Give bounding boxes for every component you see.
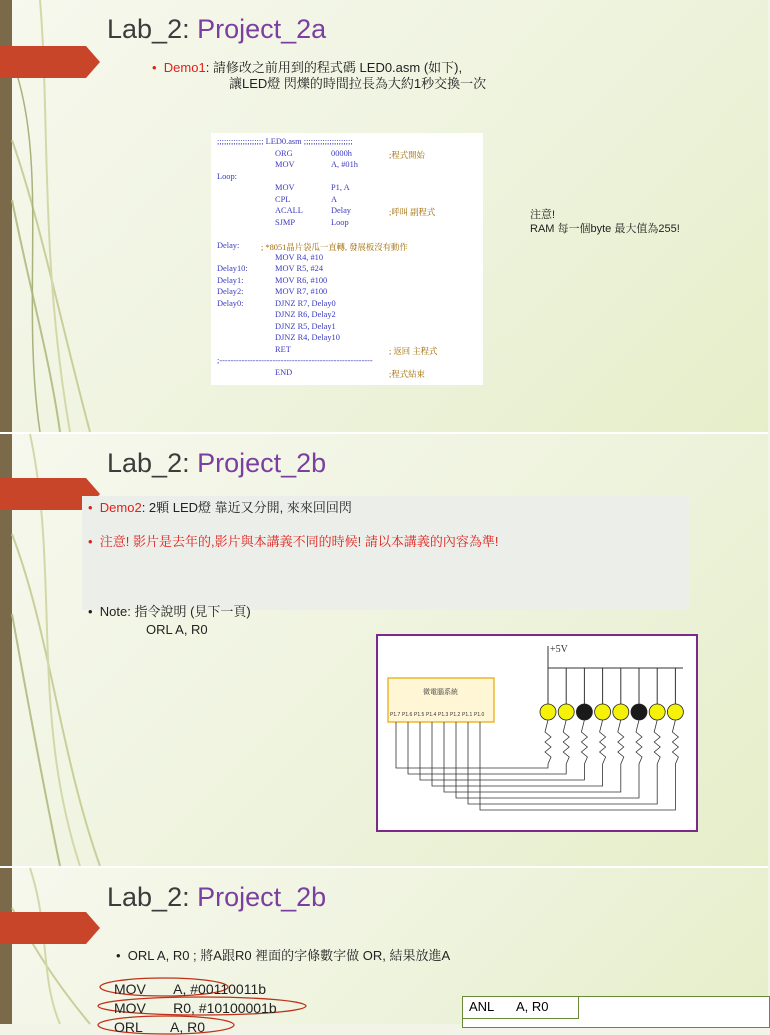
title-prefix: Lab_2: [107,14,190,44]
led [558,704,574,720]
led [631,704,647,720]
title-prefix: Lab_2: [107,882,190,912]
pin-wire [420,722,584,780]
demo1-label: Demo1 [163,60,206,75]
code-label: Delay1: [217,276,244,285]
resistor [636,720,642,764]
code-line: DJNZ R5, Delay1 [275,322,336,331]
demo2-bullet: • Demo2: 2顆 LED燈 靠近又分開, 來來回回閃 [88,500,352,515]
code-line: Delay [331,206,351,215]
pin-wire [456,722,639,798]
code-line: ;;;;;;;;;;;;;;;;;;;; LED0.asm ;;;;;;;;;;;;;;;;;;;;; [217,137,353,146]
code-line: ORG [275,149,293,158]
led [667,704,683,720]
mcu-label: 微電腦系統 [423,689,458,696]
pin-label: P1.0 [474,712,485,718]
code-listing-image [211,133,483,385]
note-line2: ORL A, R0 [146,622,208,637]
ram-note [530,208,680,236]
resistor [600,720,606,764]
orl-bullet: • ORL A, R0 ; 將A跟R0 裡面的字條數字做 OR, 結果放進A [116,948,451,963]
note-bullet: • Note: 指令說明 (見下一頁) [88,604,251,619]
code-line: DJNZ R4, Delay10 [275,333,340,342]
pin-wire [432,722,603,786]
warning-bullet: • 注意! 影片是去年的,影片與本講義不同的時候! 請以本講義的內容為準! [88,534,499,549]
code-comment: ;程式結束 [389,370,425,379]
code-line: MOV [275,183,295,192]
slide-1 [0,0,768,432]
pin-wire [396,722,548,768]
orl-text: ORL A, R0 ; 將A跟R0 裡面的字條數字做 OR, 結果放進A [127,948,451,963]
code-label: Delay0: [217,299,244,308]
asm-line-3: ORL A, R0 [114,1019,206,1035]
slide-title [107,14,326,45]
code-comment: ; 返回 主程式 [389,347,438,356]
code-line: A, #01h [331,160,358,169]
code-line: Loop [331,218,349,227]
code-line: MOV R6, #100 [275,276,328,285]
pin-label: P1.4 [426,712,437,718]
led [540,704,556,720]
slide-title [107,448,326,479]
demo1-bullet: • Demo1: 請修改之前用到的程式碼 LED0.asm (如下), [152,60,463,75]
slide-3 [0,868,768,1035]
pin-label: P1.5 [414,712,425,718]
pin-label: P1.2 [450,712,461,718]
asm-line-1: MOV A, #00110011b [114,981,267,997]
code-line: DJNZ R6, Delay2 [275,310,336,319]
led [613,704,629,720]
code-label: Delay10: [217,264,248,273]
vcc-label: +5V [550,644,568,655]
title-project: Project_2a [197,14,327,44]
code-comment: ;程式開始 [389,151,425,160]
code-comment: ; *8051晶片袋瓜一直轉, 發展板沒有動作 [261,243,408,252]
code-comment: ;呼叫 副程式 [389,208,436,217]
pin-label: P1.6 [402,712,413,718]
slide-2 [0,434,768,866]
warning-text: 注意! 影片是去年的,影片與本講義不同的時候! 請以本講義的內容為準! [99,534,499,549]
circuit-drawing [378,636,696,830]
accent-arrow [0,912,100,944]
title-project: Project_2b [197,448,327,478]
note-line1: Note: 指令說明 (見下一頁) [99,604,251,619]
title-project: Project_2b [197,882,327,912]
code-label: Loop: [217,172,238,181]
note-line1: 注意! [530,209,556,221]
code-line: DJNZ R7, Delay0 [275,299,336,308]
code-label: Delay: [217,241,240,250]
resistor [618,720,624,764]
led [576,704,592,720]
pin-wire [480,722,675,810]
code-line: MOV R5, #24 [275,264,324,273]
demo1-line1: : 請修改之前用到的程式碼 LED0.asm (如下), [205,60,463,75]
code-line: ACALL [275,206,303,215]
demo2-label: Demo2 [99,500,142,515]
code-line: 0000h [331,149,352,158]
anl-table [462,996,770,1028]
demo1-line2: 讓LED燈 閃爍的時間拉長為大約1秒交換一次 [229,76,487,91]
code-line: MOV [275,160,295,169]
title-prefix: Lab_2: [107,448,190,478]
demo2-text: : 2顆 LED燈 靠近又分開, 來來回回閃 [141,500,352,515]
resistor [672,720,678,764]
resistor [654,720,660,764]
code-line: MOV R4, #10 [275,253,324,262]
accent-arrow [0,46,100,78]
code-line: MOV R7, #100 [275,287,328,296]
note-line2: RAM 每一個byte 最大值為255! [530,223,680,235]
asm-line-2: MOV R0, #10100001b [114,1000,277,1016]
pin-wire [444,722,621,792]
pin-label: P1.3 [438,712,449,718]
code-label: Delay2: [217,287,244,296]
code-line: P1, A [331,183,350,192]
code-line: SJMP [275,218,296,227]
resistor [581,720,587,764]
anl-header: ANL A, R0 [463,997,579,1019]
slide-title [107,882,326,913]
led [595,704,611,720]
resistor [545,720,551,764]
pin-label: P1.1 [462,712,473,718]
led [649,704,665,720]
pin-label: P1.7 [390,712,401,718]
circuit-diagram [376,634,698,832]
resistor [563,720,569,764]
code-separator: ;------------------------------------------------------- [217,356,373,365]
code-line: A [331,195,338,204]
code-line: CPL [275,195,291,204]
code-line: END [275,368,293,377]
code-line: RET [275,345,291,354]
